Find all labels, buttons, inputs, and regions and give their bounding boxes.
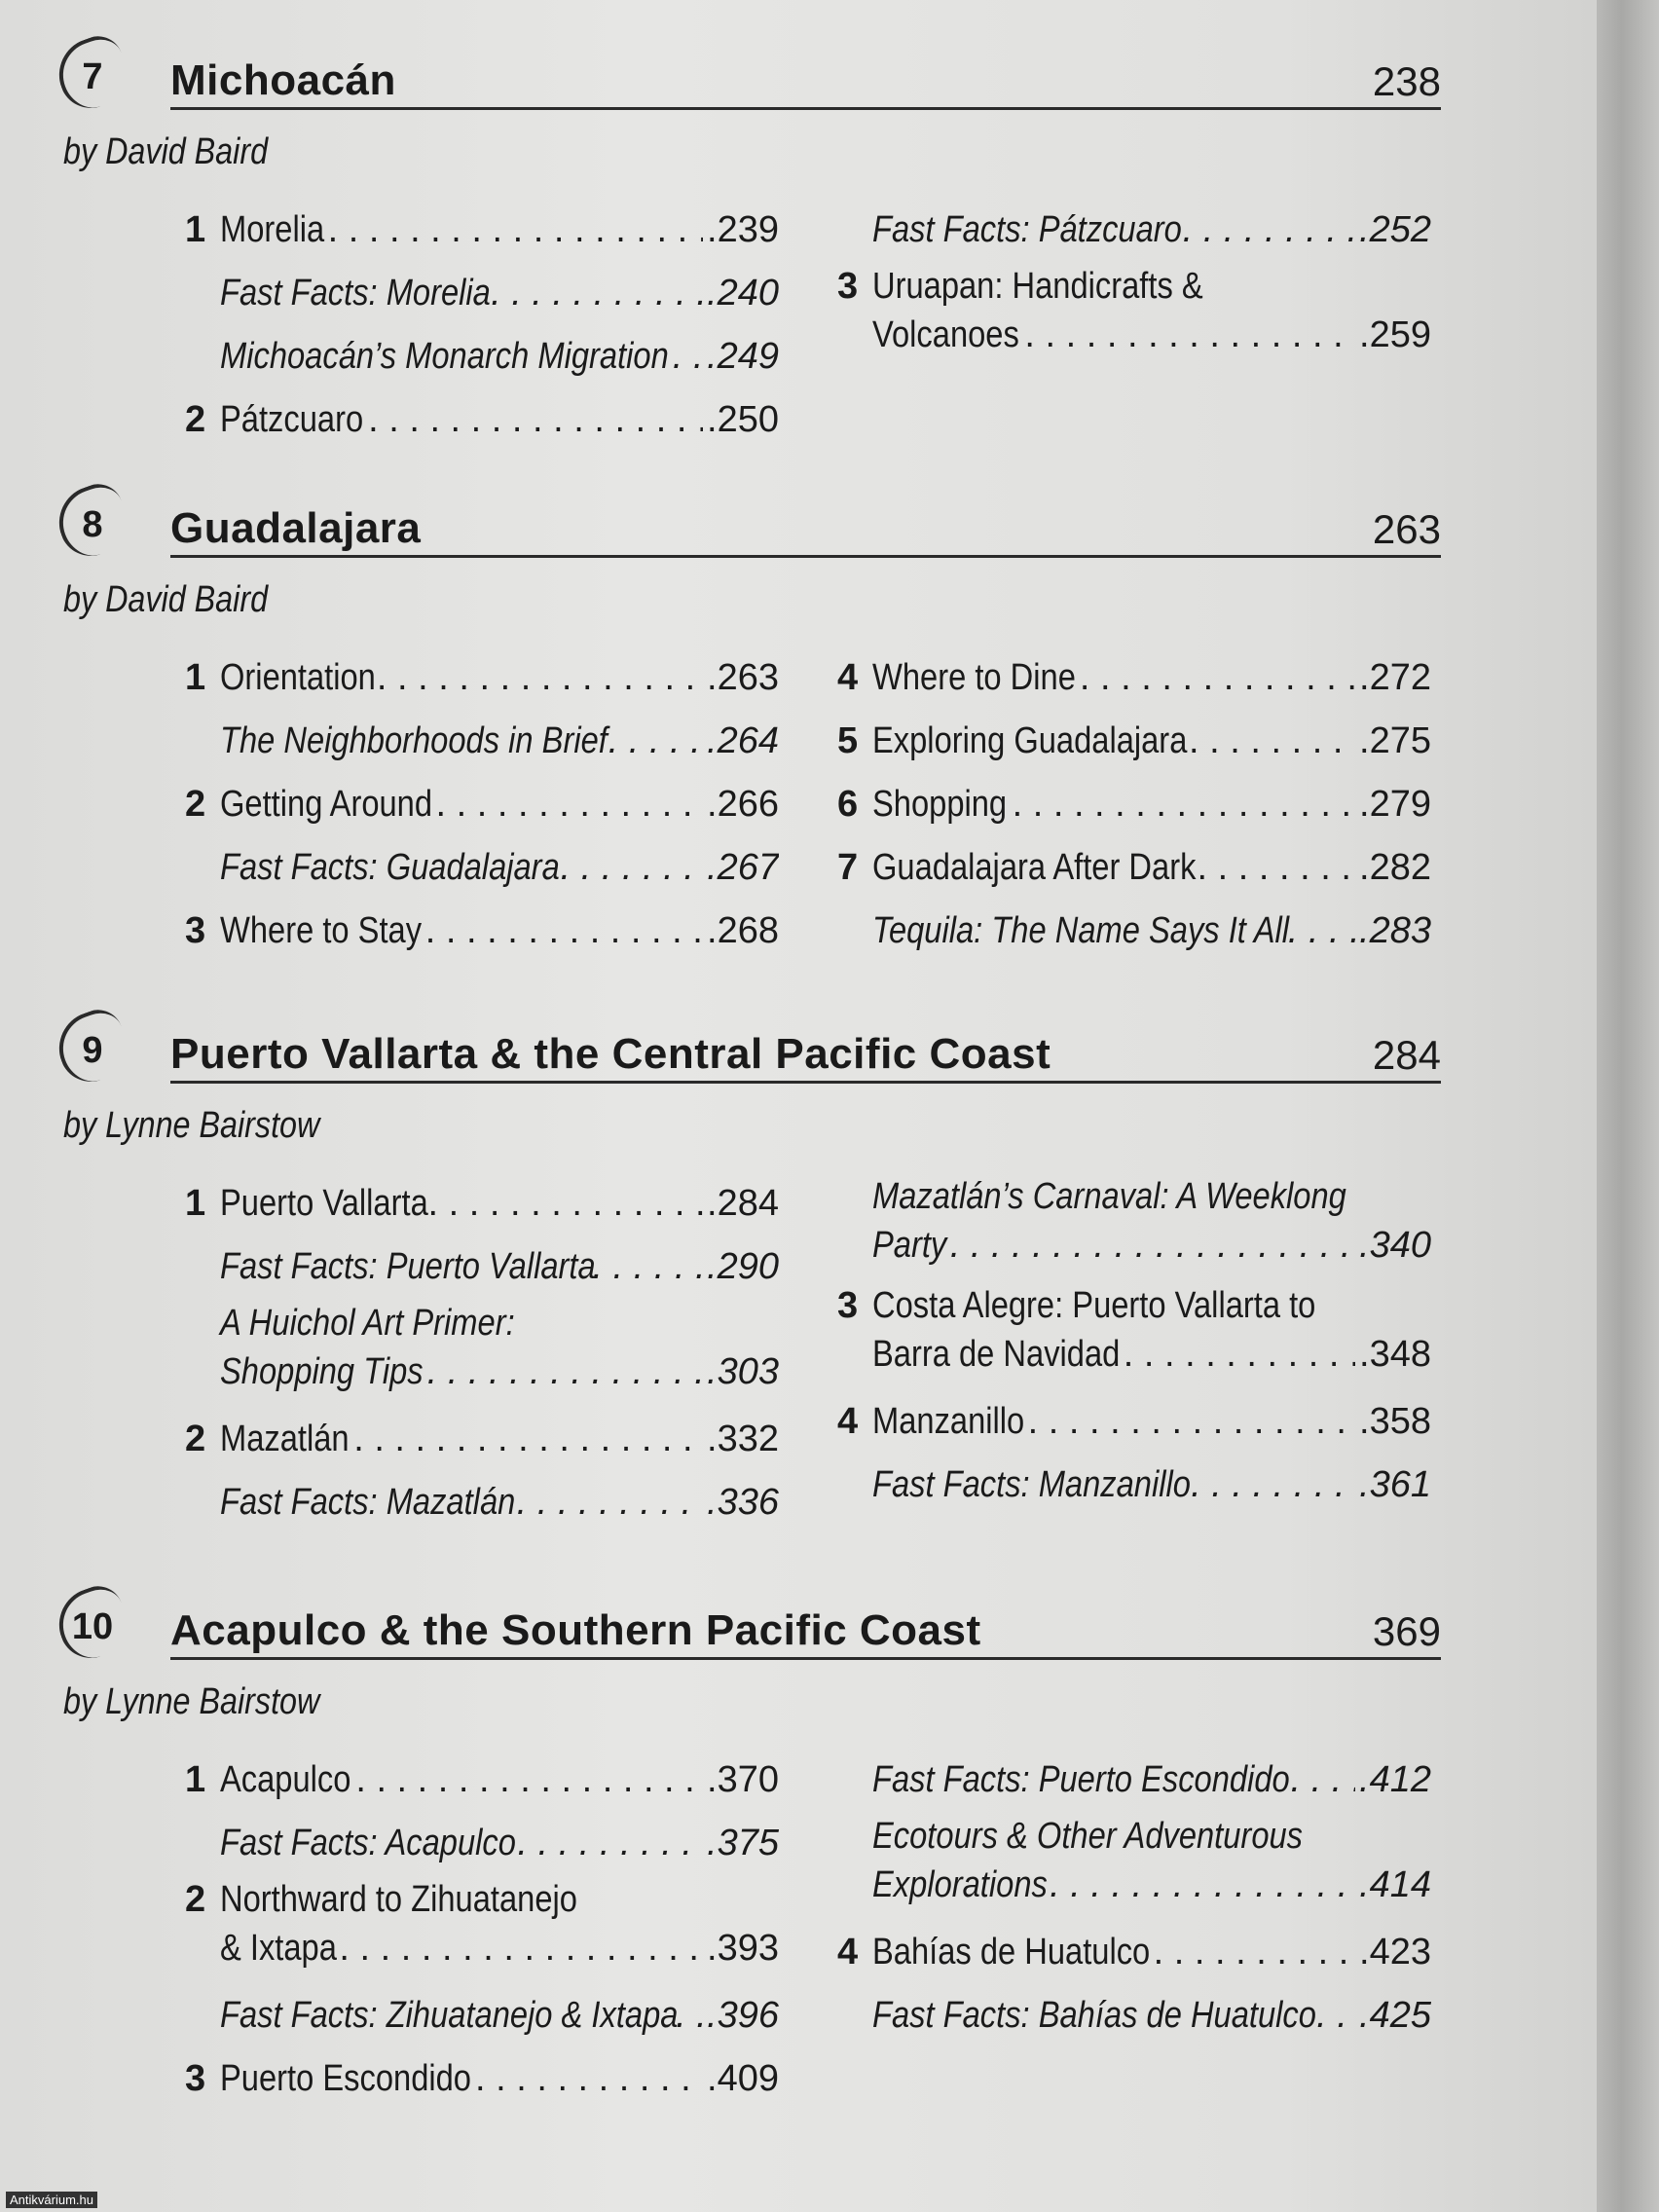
toc-entry[interactable] [185, 1408, 779, 1471]
chapter-block [58, 1013, 1441, 1523]
toc-entry[interactable] [837, 262, 1431, 371]
entry-text [220, 199, 779, 262]
dot-leader [608, 710, 703, 773]
page-number: .259 [1359, 314, 1431, 355]
right-column [837, 1749, 1431, 2047]
entry-label: Fast Facts: Guadalajara [220, 847, 560, 888]
entry-label: Bahías de Huatulco [872, 1932, 1151, 1972]
entry-label: Mazatlán [220, 1419, 350, 1459]
entry-label-line2: Party [872, 1225, 947, 1266]
chapter-block [58, 1589, 1441, 2099]
page-number: .250 [707, 399, 779, 440]
entry-text [220, 710, 779, 773]
entry-label: Ecotours & Other Adventurous [872, 1816, 1304, 1857]
entry-label: Guadalajara After Dark [872, 847, 1197, 888]
section-number: 3 [837, 1285, 859, 1326]
entry-text [872, 836, 1431, 900]
entry-text [220, 2047, 779, 2111]
section-number: 2 [185, 1879, 206, 1920]
entry-text [220, 900, 779, 963]
toc-entry[interactable] [185, 262, 779, 325]
toc-entry[interactable] [837, 710, 1431, 773]
toc-entry[interactable] [837, 836, 1431, 900]
entry-label: Puerto Vallarta [220, 1183, 428, 1224]
dot-leader [1080, 646, 1355, 710]
page-number: .240 [707, 273, 779, 313]
chapter-heading[interactable] [82, 39, 1441, 110]
toc-entry[interactable] [185, 1471, 779, 1534]
toc-entry[interactable] [837, 1984, 1431, 2047]
entry-label: Tequila: The Name Says It All [872, 910, 1290, 951]
dot-leader [491, 262, 703, 325]
dot-leader [368, 388, 703, 452]
chapter-page: 263 [1372, 506, 1441, 552]
entry-text [872, 1749, 1431, 1812]
page-number: .279 [1359, 784, 1431, 825]
entry-label-line2: & Ixtapa [220, 1928, 337, 1969]
toc-entry[interactable] [837, 1921, 1431, 1984]
entry-label: Manzanillo [872, 1401, 1025, 1442]
page-number: .282 [1359, 847, 1431, 888]
entry-label-line2: Barra de Navidad [872, 1334, 1121, 1375]
entry-text [220, 1875, 779, 1972]
page-number: .249 [707, 336, 779, 377]
page-number: .393 [707, 1928, 779, 1969]
page-number: .252 [1359, 209, 1431, 250]
page-number: .272 [1359, 657, 1431, 698]
dot-leader [673, 325, 703, 388]
toc-entry[interactable] [837, 199, 1431, 262]
dot-leader [517, 1812, 703, 1875]
dot-leader [1290, 1749, 1355, 1812]
left-column [185, 1172, 779, 1534]
toc-entry[interactable] [185, 199, 779, 262]
entry-label: Mazatlán’s Carnaval: A Weeklong [872, 1176, 1346, 1217]
right-column [837, 199, 1431, 371]
toc-entry[interactable] [185, 388, 779, 452]
entry-text [872, 262, 1431, 359]
toc-entry[interactable] [185, 325, 779, 388]
chapter-title: Acapulco & the Southern Pacific Coast [170, 1606, 981, 1654]
toc-entry[interactable] [837, 646, 1431, 710]
entry-label: Getting Around [220, 784, 433, 825]
section-number: 3 [185, 910, 206, 951]
dot-leader [475, 2047, 703, 2111]
dot-leader [676, 1984, 703, 2047]
dot-leader [377, 646, 703, 710]
chapter-heading[interactable] [71, 1589, 1441, 1660]
toc-entry[interactable] [185, 1812, 779, 1875]
toc-entry[interactable] [837, 1172, 1431, 1281]
page-number: .396 [707, 1995, 779, 2036]
page-number: .336 [707, 1482, 779, 1523]
entry-label: Northward to Zihuatanejo [220, 1879, 577, 1920]
section-number: 4 [837, 1401, 859, 1442]
toc-entry[interactable] [185, 1749, 779, 1812]
chapter-heading[interactable] [82, 487, 1441, 558]
entry-text [220, 1299, 779, 1396]
toc-entry[interactable] [185, 900, 779, 963]
dot-leader [436, 773, 704, 836]
chapter-number: 7 [58, 39, 127, 107]
left-column [185, 1749, 779, 2111]
chapter-title: Puerto Vallarta & the Central Pacific Coast [170, 1030, 1051, 1078]
entry-label: Exploring Guadalajara [872, 720, 1188, 761]
toc-entry[interactable] [185, 1299, 779, 1408]
entry-label-line2: Volcanoes [872, 314, 1019, 355]
entry-label: Fast Facts: Mazatlán [220, 1482, 516, 1523]
dot-leader [1198, 836, 1356, 900]
section-number: 2 [185, 1419, 206, 1459]
entry-label: Fast Facts: Zihuatanejo & Ixtapa [220, 1995, 679, 2036]
section-number: 1 [185, 1183, 206, 1224]
section-number: 7 [837, 847, 859, 888]
dot-leader [1189, 710, 1355, 773]
dot-leader [1191, 1454, 1355, 1517]
dot-leader [425, 900, 703, 963]
entry-text [220, 325, 779, 388]
dot-leader [355, 1749, 703, 1812]
entry-label: Costa Alegre: Puerto Vallarta to [872, 1285, 1316, 1326]
page-number: .412 [1359, 1759, 1431, 1800]
entry-label-line2: Shopping Tips [220, 1351, 424, 1392]
entry-text [872, 773, 1431, 836]
page-number: .263 [707, 657, 779, 698]
section-number: 1 [185, 1759, 206, 1800]
entry-label: Fast Facts: Pátzcuaro [872, 209, 1182, 250]
page-number: .275 [1359, 720, 1431, 761]
section-number: 3 [185, 2058, 206, 2099]
entry-text [220, 388, 779, 452]
page-number: .375 [707, 1823, 779, 1863]
toc-entry[interactable] [185, 1875, 779, 1984]
dot-leader [1024, 311, 1355, 359]
entry-text [872, 1812, 1431, 1909]
section-number: 1 [185, 209, 206, 250]
toc-entry[interactable] [837, 1749, 1431, 1812]
dot-leader [1028, 1390, 1355, 1454]
page-number: .303 [707, 1351, 779, 1392]
dot-leader [427, 1347, 703, 1396]
dot-leader [950, 1221, 1355, 1270]
chapter-author: by Lynne Bairstow [63, 1681, 320, 1722]
entry-text [872, 710, 1431, 773]
page-number: .340 [1359, 1225, 1431, 1266]
toc-entry[interactable] [185, 773, 779, 836]
entry-text [220, 1749, 779, 1812]
dot-leader [1124, 1330, 1355, 1379]
toc-entry[interactable] [837, 1812, 1431, 1921]
dot-leader [1013, 773, 1355, 836]
page-number: .239 [707, 209, 779, 250]
chapter-block [58, 39, 1441, 440]
toc-entry[interactable] [837, 773, 1431, 836]
entry-label: Fast Facts: Morelia [220, 273, 491, 313]
section-number: 2 [185, 399, 206, 440]
entry-label: Uruapan: Handicrafts & [872, 266, 1203, 307]
dot-leader [428, 1172, 703, 1235]
page-number: .425 [1359, 1995, 1431, 2036]
page-number: .409 [707, 2058, 779, 2099]
section-number: 3 [837, 266, 859, 307]
entry-label: The Neighborhoods in Brief [220, 720, 608, 761]
entry-text [220, 262, 779, 325]
section-number: 4 [837, 657, 859, 698]
toc-entry[interactable] [185, 2047, 779, 2111]
chapter-number: 10 [58, 1589, 127, 1657]
page-number: .358 [1359, 1401, 1431, 1442]
left-column [185, 646, 779, 963]
entry-text [220, 1812, 779, 1875]
entry-text [220, 646, 779, 710]
page-number: .370 [707, 1759, 779, 1800]
entry-text [872, 199, 1431, 262]
entry-label-line2: Explorations [872, 1864, 1048, 1905]
page-number: .361 [1359, 1464, 1431, 1505]
chapter-title: Michoacán [170, 56, 396, 104]
page-number: .332 [707, 1419, 779, 1459]
section-number: 4 [837, 1932, 859, 1972]
toc-entry[interactable] [837, 1454, 1431, 1517]
entry-text [872, 646, 1431, 710]
entry-label: Morelia [220, 209, 325, 250]
chapter-block [58, 487, 1441, 951]
section-number: 2 [185, 784, 206, 825]
right-column [837, 646, 1431, 963]
chapter-number: 8 [58, 487, 127, 555]
chapter-number: 9 [58, 1013, 127, 1081]
dot-leader [1050, 1861, 1355, 1909]
entry-label: Acapulco [220, 1759, 351, 1800]
chapter-title: Guadalajara [170, 504, 422, 552]
toc-entry[interactable] [185, 1984, 779, 2047]
entry-label: Fast Facts: Puerto Escondido [872, 1759, 1290, 1800]
dot-leader [592, 1235, 703, 1299]
page-number: .423 [1359, 1932, 1431, 1972]
entry-text [872, 1454, 1431, 1517]
page-number: .268 [707, 910, 779, 951]
section-number: 6 [837, 784, 859, 825]
page-number: .267 [707, 847, 779, 888]
entry-text [220, 1235, 779, 1299]
chapter-author: by David Baird [63, 579, 269, 620]
page-number: .348 [1359, 1334, 1431, 1375]
section-number: 1 [185, 657, 206, 698]
entry-label: Puerto Escondido [220, 2058, 471, 2099]
watermark: Antikvárium.hu [6, 2192, 97, 2208]
entry-text [872, 1984, 1431, 2047]
page-number: .414 [1359, 1864, 1431, 1905]
dot-leader [1183, 199, 1355, 262]
page-number: .283 [1359, 910, 1431, 951]
entry-text [220, 1408, 779, 1471]
entry-label: Pátzcuaro [220, 399, 364, 440]
entry-text [872, 1921, 1431, 1984]
toc-entry[interactable] [185, 710, 779, 773]
entry-text [220, 1984, 779, 2047]
dot-leader [1154, 1921, 1355, 1984]
toc-entry[interactable] [837, 1281, 1431, 1390]
entry-text [220, 836, 779, 900]
chapter-page: 238 [1372, 58, 1441, 104]
toc-entry[interactable] [837, 1390, 1431, 1454]
entry-text [220, 1471, 779, 1534]
left-column [185, 199, 779, 452]
toc-entry[interactable] [185, 836, 779, 900]
toc-entry[interactable] [837, 900, 1431, 963]
page-number: .266 [707, 784, 779, 825]
chapter-page: 369 [1372, 1608, 1441, 1654]
dot-leader [1316, 1984, 1355, 2047]
entry-label: Fast Facts: Puerto Vallarta [220, 1246, 596, 1287]
page-number: .290 [707, 1246, 779, 1287]
toc-entry[interactable] [185, 1172, 779, 1235]
page-number: .284 [707, 1183, 779, 1224]
section-number: 5 [837, 720, 859, 761]
entry-label: Where to Dine [872, 657, 1076, 698]
entry-text [220, 1172, 779, 1235]
entry-text [872, 1390, 1431, 1454]
chapter-heading[interactable] [82, 1013, 1441, 1084]
chapter-author: by Lynne Bairstow [63, 1105, 320, 1146]
dot-leader [517, 1471, 703, 1534]
entry-label: Where to Stay [220, 910, 423, 951]
toc-entry[interactable] [185, 646, 779, 710]
entry-label: Fast Facts: Bahías de Huatulco [872, 1995, 1316, 2036]
right-column [837, 1172, 1431, 1517]
dot-leader [328, 199, 703, 262]
chapter-page: 284 [1372, 1032, 1441, 1078]
dot-leader [1288, 900, 1355, 963]
page-number: .264 [707, 720, 779, 761]
page-edge [1597, 0, 1659, 2212]
dot-leader [339, 1924, 703, 1972]
entry-text [872, 1172, 1431, 1270]
entry-label: Fast Facts: Manzanillo [872, 1464, 1191, 1505]
entry-label: Michoacán’s Monarch Migration [220, 336, 669, 377]
dot-leader [353, 1408, 703, 1471]
entry-label: Fast Facts: Acapulco [220, 1823, 516, 1863]
entry-label: Orientation [220, 657, 376, 698]
entry-text [872, 1281, 1431, 1379]
entry-text [872, 900, 1431, 963]
entry-label: A Huichol Art Primer: [220, 1303, 515, 1344]
dot-leader [561, 836, 704, 900]
chapter-author: by David Baird [63, 131, 269, 172]
entry-label: Shopping [872, 784, 1008, 825]
entry-text [220, 773, 779, 836]
toc-entry[interactable] [185, 1235, 779, 1299]
